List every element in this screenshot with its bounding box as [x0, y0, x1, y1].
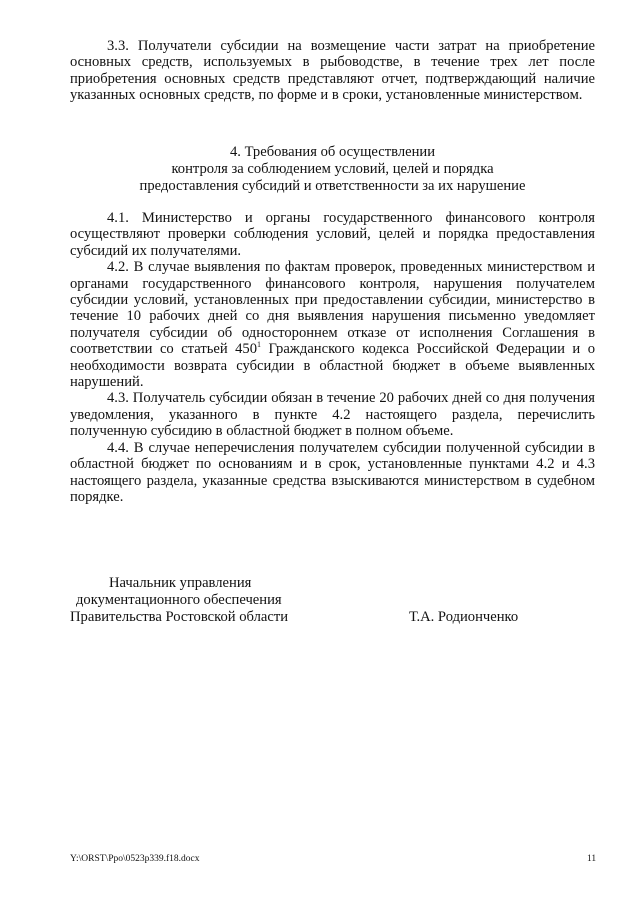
- paragraph-4-1: 4.1. Министерство и органы государственного финансового контроля осуществляют проверки соблюдения условий, целей и порядка предоставления субсидий их получателями.: [70, 210, 595, 259]
- heading-line-2: контроля за соблюдением условий, целей и порядка: [171, 161, 494, 177]
- heading-line-3: предоставления субсидий и ответственности за их нарушение: [139, 178, 526, 194]
- signatory-name: Т.А. Родионченко: [409, 609, 519, 625]
- signature-line-3: Правительства Ростовской области: [70, 609, 289, 625]
- heading-line-1: 4. Требования об осуществлении: [229, 144, 436, 160]
- footer-page-number: 11: [587, 854, 597, 864]
- section-3-block: [70, 38, 595, 104]
- paragraph-3-3: 3.3. Получатели субсидии на возмещение части затрат на приобретение основных средств, используемых в рыбоводстве, в течение трех лет после приобретения основных средств представляют отчет, подтверждающий наличие указанных основных средств, по форме и в сроки, установленные министерством.: [70, 38, 595, 104]
- paragraph-4-2: [70, 259, 595, 390]
- paragraph-4-4: 4.4. В случае неперечисления получателем субсидии полученной субсидии в областной бюджет по основаниям и в срок, установленные пунктами 4.2 и 4.3 настоящего раздела, указанные средства взыскиваются министерством в судебном порядке.: [70, 439, 595, 505]
- paragraph-4-2-text-b: Гражданского кодекса Российской Федерации и о необходимости возврата субсидии в областной бюджет в объеме выявленных нарушений.: [70, 341, 595, 391]
- signature-line-2: документационного обеспечения: [76, 592, 282, 608]
- signature-title-block: [70, 575, 288, 626]
- paragraph-4-3: 4.3. Получатель субсидии обязан в течение 20 рабочих дней со дня получения уведомления, указанного в пункте 4.2 настоящего раздела, перечислить полученную субсидию в областной бюджет в полном объеме.: [70, 390, 595, 440]
- section-4-heading: [70, 144, 595, 195]
- paragraph-4-2-text-a: 4.2. В случае выявления по фактам проверок, проведенных министерством и органами государственного финансового контроля, нарушения получателем субсидии условий, установленных при предоставлении субсидии, министерство в течение 10 рабочих дней со дня выявления нарушения письменно уведомляет получателя субсидии об одностороннем отказе от исполнения Соглашения в соответствии со статьей 450: [70, 259, 595, 358]
- superscript-marker: 1: [257, 340, 262, 350]
- signature-line-1: Начальник управления: [109, 575, 252, 591]
- footer-file-path: Y:\ORST\Ppo\0523p339.f18.docx: [70, 854, 200, 864]
- section-4-body: [70, 210, 595, 505]
